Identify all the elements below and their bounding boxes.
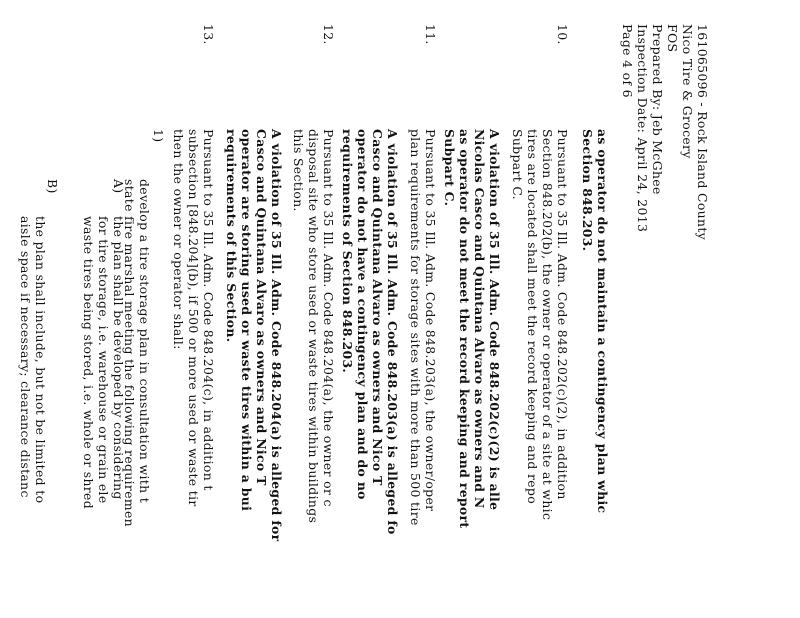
item-violation (442, 129, 502, 529)
item-number: 11. (423, 24, 438, 45)
text-line: A violation of 35 Ill. Adm. Code 848.203(a) is alleged fo (385, 129, 400, 535)
header-line-fos: FOS (665, 24, 680, 53)
text-line: Subpart C. (442, 129, 457, 207)
text-line: disposal site who store used or waste tires within buildings (306, 129, 321, 524)
item-number: 12. (321, 24, 336, 45)
text-line: as operator do not meet the record keeping and report (457, 129, 472, 529)
text-line: operator do not have a contingency plan and do no (355, 129, 370, 500)
text-line: Subpart C. (510, 129, 525, 201)
text-line: the plan shall include, but not be limited to (33, 216, 48, 504)
text-line: Nicolas Casco and Quintana Alvaro as owners and N (472, 129, 487, 509)
text-line: Section 848.202(b), the owner or operator of a site at whic (540, 129, 555, 521)
sub-item-letter: B) (45, 179, 60, 194)
item-statement (408, 129, 438, 526)
text-line: Pursuant to 35 Ill. Adm. Code 848.204(a), the owner or c (321, 129, 336, 507)
text-line: for tire storage, i.e. warehouse or grain ele (96, 216, 111, 504)
header-line-prepared-by: Prepared By: Jeb McGhee (650, 24, 665, 195)
item-number: 10. (555, 24, 570, 45)
item-number: 13. (201, 24, 216, 45)
header-line-page-number: Page 4 of 6 (620, 24, 635, 98)
sub-item-text (122, 179, 152, 527)
item-statement (171, 129, 216, 507)
text-line: Pursuant to 35 Ill. Adm. Code 848.202(c)(2), in addition (555, 129, 570, 500)
continuation-line: Section 848.203. (580, 129, 595, 252)
sub-item-number: 1) (151, 129, 166, 143)
item-statement (510, 129, 570, 520)
text-line: state fire marshal meeting the following requiremen (122, 179, 137, 527)
text-line: tires are located shall meet the record keeping and repo (525, 129, 540, 505)
text-line: aisle space if necessary; clearance distanc (18, 216, 33, 498)
header-line-site: 161065096 - Rock Island County (695, 24, 710, 241)
text-line: develop a tire storage plan in consultation with t (137, 179, 152, 504)
text-line: plan requirements for storage sites with more than 500 tire (408, 129, 423, 526)
continuation-fragment (580, 129, 610, 513)
text-line: Pursuant to 35 Ill. Adm. Code 848.204(c), in addition t (201, 129, 216, 491)
header-line-facility: Nico Tire & Grocery (680, 24, 695, 159)
text-line: waste tires being stored, i.e. whole or shred (81, 216, 96, 510)
text-line: operator are storing used or waste tires within a bui (239, 129, 254, 512)
text-line: A violation of 35 Ill. Adm. Code 848.202(c)(2) is alle (487, 129, 502, 511)
text-line: Casco and Quintana Alvaro as owners and Nico T (370, 129, 385, 486)
item-statement (291, 129, 336, 523)
text-line: this Section. (291, 129, 306, 212)
text-line: requirements of this Section. (224, 129, 239, 343)
header-line-inspection-date: Inspection Date: April 24, 2013 (635, 24, 650, 233)
text-line: requirements of Section 848.203. (340, 129, 355, 374)
text-line: then the owner or operator shall: (171, 129, 186, 350)
sub-item-text (81, 216, 126, 509)
text-line: subsection [848.204](b), if 500 or more used or waste tir (186, 129, 201, 507)
continuation-line: as operator do not maintain a contingency plan whic (595, 129, 610, 514)
text-line: the plan shall be developed by considering (111, 216, 126, 500)
text-line: Casco and Quintana Alvaro as owners and Nico T (254, 129, 269, 486)
text-line: Pursuant to 35 Ill. Adm. Code 848.203(a), the owner/oper (423, 129, 438, 512)
rotated-document-content (0, 24, 710, 618)
item-violation (340, 129, 400, 535)
item-violation (224, 129, 284, 542)
sub-item-letter: A) (111, 179, 126, 194)
text-line: A violation of 35 Ill. Adm. Code 848.204(a) is alleged for (269, 129, 284, 542)
header-block (620, 24, 710, 240)
sub-item-text (18, 216, 48, 503)
